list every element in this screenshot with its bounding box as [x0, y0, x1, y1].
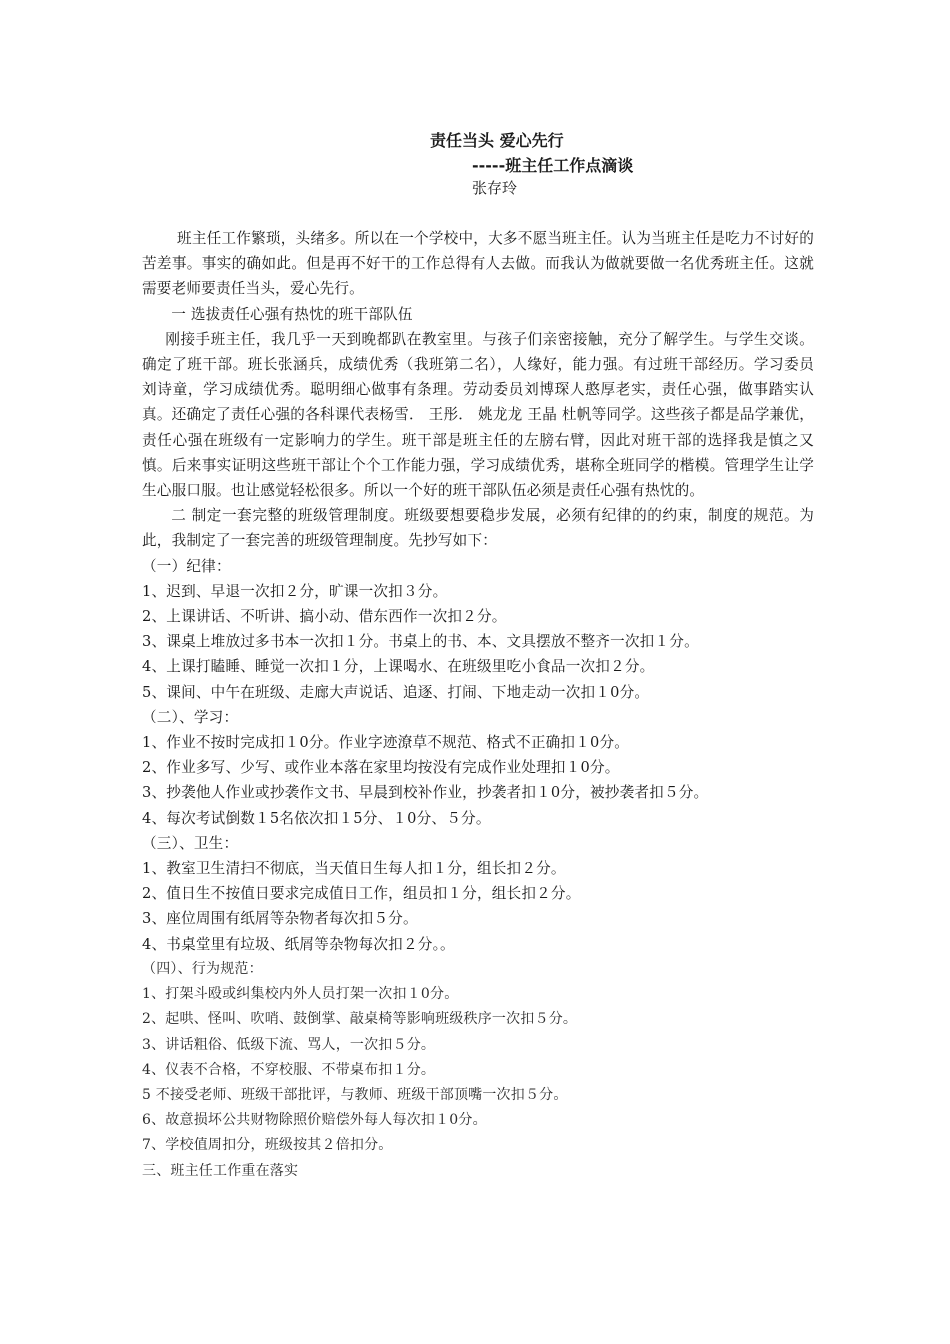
- rule-item: 7、学校值周扣分，班级按其２倍扣分。: [142, 1137, 393, 1154]
- document-author: 张存玲: [472, 179, 518, 197]
- rule-item: 2、起哄、怪叫、吹哨、鼓倒掌、敲桌椅等影响班级秩序一次扣５分。: [142, 1011, 578, 1028]
- rule-group-label: （三）、卫生：: [142, 834, 239, 852]
- rule-item: 1、作业不按时完成扣１0分。作业字迹潦草不规范、格式不正确扣１0分。: [142, 734, 630, 752]
- rule-item: 6、故意损坏公共财物除照价赔偿外每人每次扣１0分。: [142, 1112, 487, 1129]
- rule-item: 1、打架斗殴或纠集校内外人员打架一次扣１0分。: [142, 986, 459, 1003]
- rule-item: 2、上课讲话、不听讲、搞小动、借东西作一次扣２分。: [142, 608, 507, 626]
- document-title: 责任当头 爱心先行: [430, 131, 564, 150]
- document-subtitle: -----班主任工作点滴谈: [472, 156, 634, 175]
- rule-item: 2、值日生不按值日要求完成值日工作，组员扣１分，组长扣２分。: [142, 885, 581, 903]
- rule-item: 3、讲话粗俗、低级下流、骂人，一次扣５分。: [142, 1036, 436, 1053]
- rule-group-label: （二）、学习：: [142, 708, 239, 726]
- rule-item: 3、抄袭他人作业或抄袭作文书、早晨到校补作业，抄袭者扣１0分，被抄袭者扣５分。: [142, 784, 709, 802]
- rule-item: 1、迟到、早退一次扣２分，旷课一次扣３分。: [142, 582, 448, 600]
- rule-item: 3、课桌上堆放过多书本一次扣１分。书桌上的书、本、文具摆放不整齐一次扣１分。: [142, 633, 699, 651]
- rule-item: 5、课间、中午在班级、走廊大声说话、追逐、打闹、下地走动一次扣１0分。: [142, 683, 650, 701]
- intro-paragraph: 班主任工作繁琐，头绪多。所以在一个学校中，大多不愿当班主任。认为当班主任是吃力不讨好的苦差事。事实的确如此。但是再不好干的工作总得有人去做。而我认为做就要做一名优秀班主任。这就需要老师要责任当头，爱心先行。: [142, 230, 814, 298]
- rule-item: 4、仪表不合格，不穿校服、不带桌布扣１分。: [142, 1061, 436, 1078]
- rule-group-label: （四）、行为规范：: [142, 960, 263, 977]
- rule-group-label: （一）纪律：: [142, 557, 231, 575]
- rule-item: 1、教室卫生清扫不彻底，当天值日生每人扣１分，组长扣２分。: [142, 860, 566, 878]
- document-body: [142, 226, 814, 1184]
- section1-paragraph: 刚接手班主任，我几乎一天到晚都趴在教室里。与孩子们亲密接触，充分了解学生。与学生交谈。确定了班干部。班长张涵兵，成绩优秀（我班第二名），人缘好，能力强。有过班干部经历。学习委员刘诗童，学习成绩优秀。聪明细心做事有条理。劳动委员刘博琛人憨厚老实，责任心强，做事踏实认真。还确定了责任心强的各科课代表杨雪． 王彤． 姚龙龙 王晶 杜帆等同学。这些孩子都是品学兼优，责任心强在班级有一定影响力的学生。班干部是班主任的左膀右臂，因此对班干部的选择我是慎之又慎。后来事实证明这些班干部让个个工作能力强，学习成绩优秀，堪称全班同学的楷模。管理学生让学生心服口服。也让感觉轻松很多。所以一个好的班干部队伍必须是责任心强有热忱的。: [142, 330, 814, 500]
- rule-item: 2、作业多写、少写、或作业本落在家里均按没有完成作业处理扣１0分。: [142, 759, 620, 777]
- rule-item: 3、座位周围有纸屑等杂物者每次扣５分。: [142, 910, 418, 928]
- rule-item: 4、每次考试倒数１5名依次扣１5分、１0分、５分。: [142, 809, 491, 827]
- section3-heading: 三、班主任工作重在落实: [142, 1162, 299, 1179]
- section1-heading: 一 选拔责任心强有热忱的班干部队伍: [171, 305, 413, 323]
- section2-heading: 二 制定一套完整的班级管理制度。班级要想要稳步发展，必须有纪律的的约束，制度的规范。为此，我制定了一套完善的班级管理制度。先抄写如下：: [142, 507, 814, 550]
- rule-item: 4、书桌堂里有垃圾、纸屑等杂物每次扣２分。。: [142, 935, 455, 953]
- rule-group-behavior: [142, 957, 814, 1184]
- rule-item: 5 不接受老师、班级干部批评，与教师、班级干部顶嘴一次扣５分。: [142, 1086, 568, 1103]
- rule-item: 4、上课打瞌睡、睡觉一次扣１分，上课喝水、在班级里吃小食品一次扣２分。: [142, 658, 655, 676]
